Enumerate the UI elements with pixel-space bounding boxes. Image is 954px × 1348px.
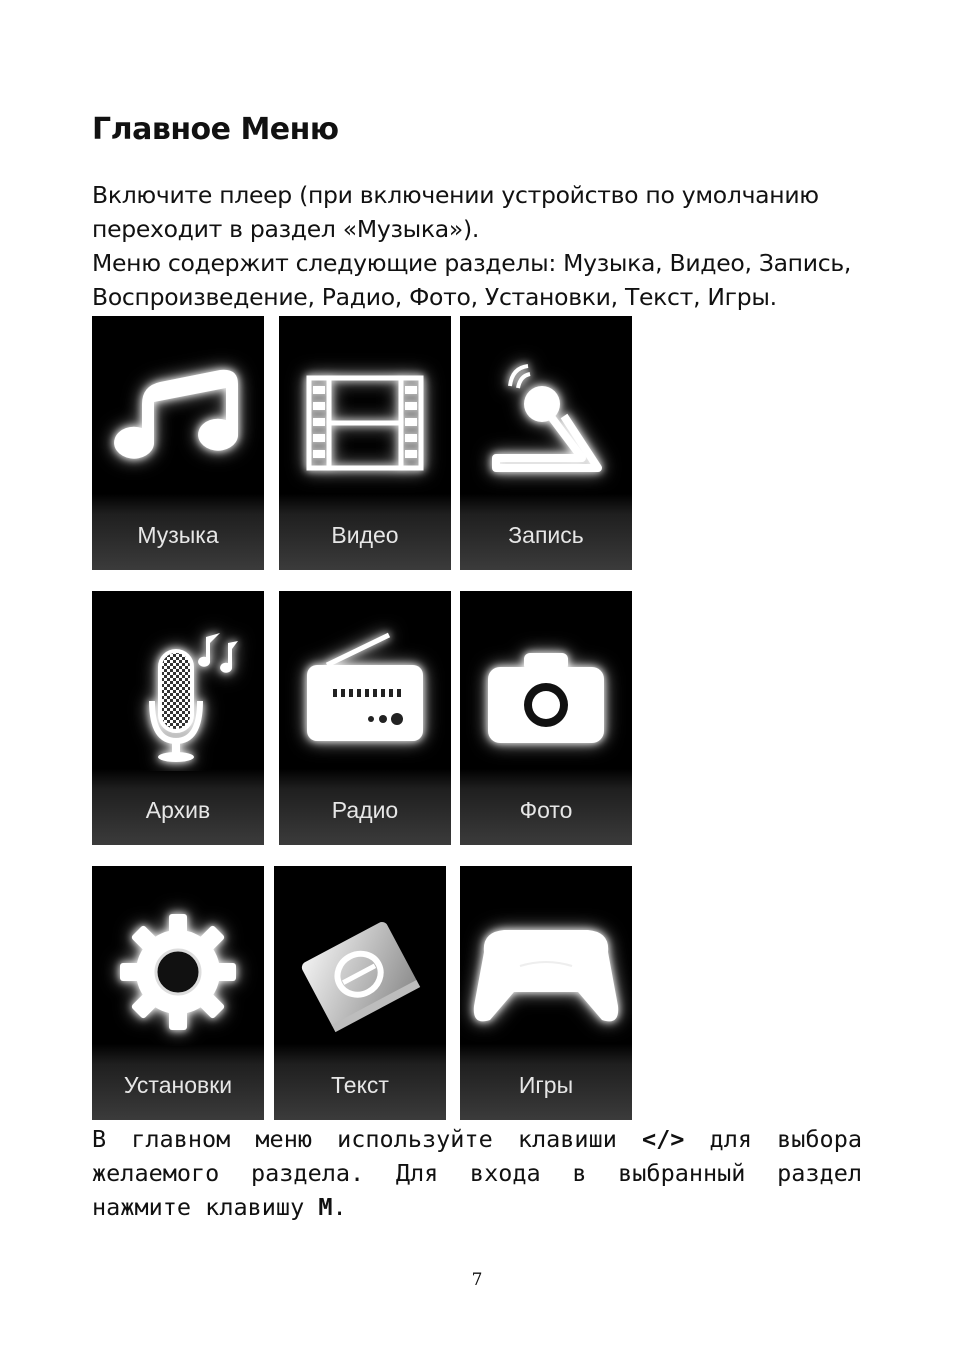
intro-text xyxy=(92,178,872,314)
menu-tile-archive[interactable] xyxy=(92,591,264,845)
tile-label: Запись xyxy=(508,522,584,548)
menu-tile-radio[interactable] xyxy=(279,591,451,845)
menu-tile-text[interactable] xyxy=(274,866,446,1120)
menu-tile-music[interactable] xyxy=(92,316,264,570)
menu-tile-photo[interactable] xyxy=(460,591,632,845)
menu-tile-record[interactable] xyxy=(460,316,632,570)
ebook-icon xyxy=(274,866,446,1046)
instructions-text xyxy=(92,1122,862,1224)
instructions-part-3: . xyxy=(332,1193,347,1221)
tile-label: Фото xyxy=(519,797,573,823)
tile-label: Игры xyxy=(518,1072,574,1098)
instructions-part-1: В главном меню используйте клавиши xyxy=(92,1125,642,1153)
radio-icon xyxy=(279,591,451,771)
page-title: Главное Меню xyxy=(92,112,339,147)
microphone-stand-icon xyxy=(460,316,632,496)
intro-paragraph-2: Меню содержит следующие разделы: Музыка, Видео, Запись, Воспроизведение, Радио, Фото, Установки, Текст, Игры. xyxy=(92,249,852,311)
intro-paragraph-1: Включите плеер (при включении устройство по умолчанию переходит в раздел «Музыка»). xyxy=(92,181,819,243)
tile-label: Архив xyxy=(145,797,211,823)
film-strip-icon xyxy=(279,316,451,496)
tile-label: Видео xyxy=(331,522,399,548)
microphone-notes-icon xyxy=(92,591,264,771)
arrow-keys: </> xyxy=(642,1125,685,1153)
music-note-icon xyxy=(92,316,264,496)
tile-label: Установки xyxy=(123,1072,233,1098)
gamepad-icon xyxy=(460,866,632,1046)
tile-label: Текст xyxy=(331,1072,389,1098)
instructions-part-2: для выбора желаемого раздела. Для входа в выбранный раздел нажмите клавишу xyxy=(92,1125,863,1221)
camera-icon xyxy=(460,591,632,771)
tile-label: Музыка xyxy=(137,522,219,548)
m-key: М xyxy=(318,1193,333,1221)
gear-icon xyxy=(92,866,264,1046)
menu-tile-games[interactable] xyxy=(460,866,632,1120)
menu-tile-video[interactable] xyxy=(279,316,451,570)
menu-tile-settings[interactable] xyxy=(92,866,264,1120)
page-number: 7 xyxy=(471,1270,483,1290)
tile-label: Радио xyxy=(331,797,399,823)
